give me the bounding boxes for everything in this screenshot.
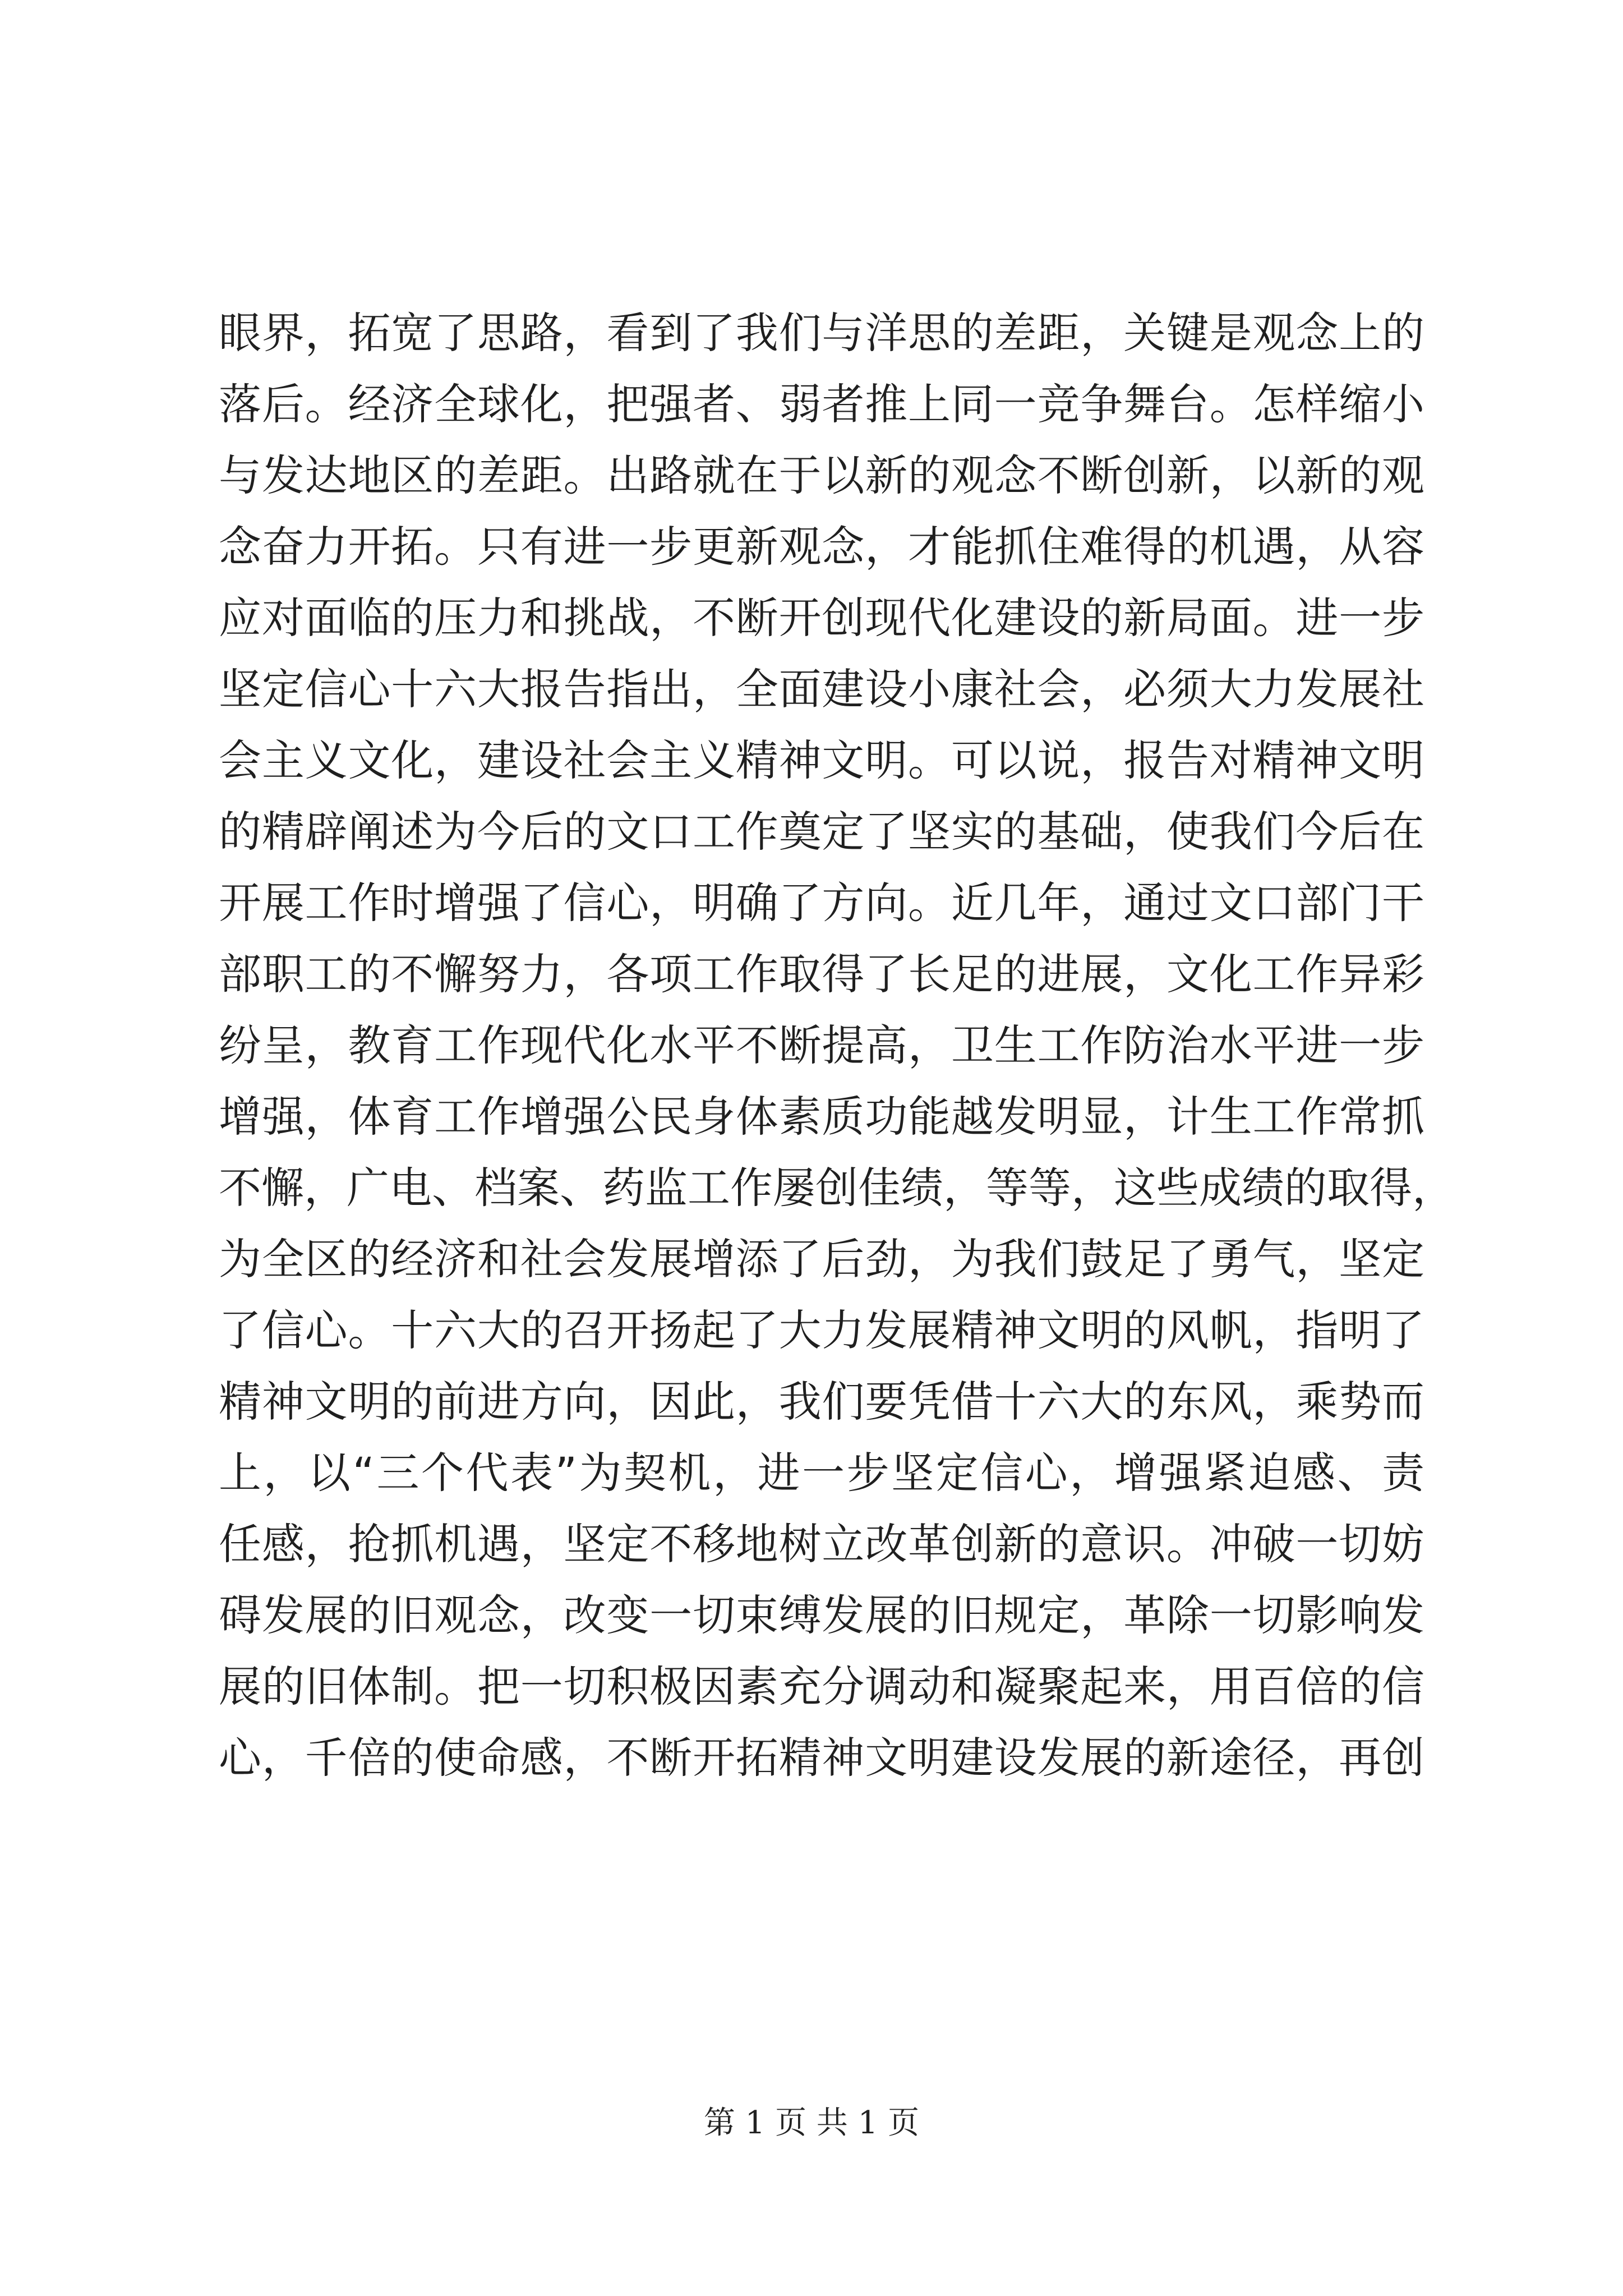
text-line: 增强，体育工作增强公民身体素质功能越发明显，计生工作常抓 xyxy=(219,1092,1424,1142)
text-line: 的精辟阐述为今后的文口工作奠定了坚实的基础，使我们今后在 xyxy=(219,807,1424,857)
text-line: 为全区的经济和社会发展增添了后劲，为我们鼓足了勇气，坚定 xyxy=(219,1234,1424,1284)
text-line: 了信心。十六大的召开扬起了大力发展精神文明的风帆，指明了 xyxy=(219,1305,1424,1355)
text-line: 上，以“三个代表”为契机，进一步坚定信心，增强紧迫感、责 xyxy=(219,1448,1424,1498)
body-text xyxy=(219,297,1455,1793)
text-line: 眼界，拓宽了思路，看到了我们与洋思的差距，关键是观念上的 xyxy=(219,308,1424,358)
text-line: 念奋力开拓。只有进一步更新观念，才能抓住难得的机遇，从容 xyxy=(219,522,1424,572)
text-line: 部职工的不懈努力，各项工作取得了长足的进展，文化工作异彩 xyxy=(219,949,1424,999)
text-line: 不懈，广电、档案、药监工作屡创佳绩，等等，这些成绩的取得， xyxy=(219,1163,1455,1213)
text-line: 展的旧体制。把一切积极因素充分调动和凝聚起来，用百倍的信 xyxy=(219,1662,1424,1711)
text-line: 精神文明的前进方向，因此，我们要凭借十六大的东风，乘势而 xyxy=(219,1377,1424,1427)
text-line: 落后。经济全球化，把强者、弱者推上同一竞争舞台。怎样缩小 xyxy=(219,379,1424,429)
page-number: 第 1 页 共 1 页 xyxy=(703,2105,920,2141)
text-line: 纷呈，教育工作现代化水平不断提高，卫生工作防治水平进一步 xyxy=(219,1020,1424,1070)
text-line: 会主义文化，建设社会主义精神文明。可以说，报告对精神文明 xyxy=(219,735,1424,785)
text-line: 与发达地区的差距。出路就在于以新的观念不断创新，以新的观 xyxy=(219,450,1424,500)
text-line: 碍发展的旧观念，改变一切束缚发展的旧规定，革除一切影响发 xyxy=(219,1590,1424,1640)
text-line: 任感，抢抓机遇，坚定不移地树立改革创新的意识。冲破一切妨 xyxy=(219,1519,1424,1569)
text-line: 坚定信心十六大报告指出，全面建设小康社会，必须大力发展社 xyxy=(219,664,1424,714)
text-line: 开展工作时增强了信心，明确了方向。近几年，通过文口部门干 xyxy=(219,878,1424,928)
text-line: 心，千倍的使命感，不断开拓精神文明建设发展的新途径，再创 xyxy=(219,1733,1424,1783)
text-line: 应对面临的压力和挑战，不断开创现代化建设的新局面。进一步 xyxy=(219,593,1424,643)
page-footer xyxy=(0,2101,1623,2146)
